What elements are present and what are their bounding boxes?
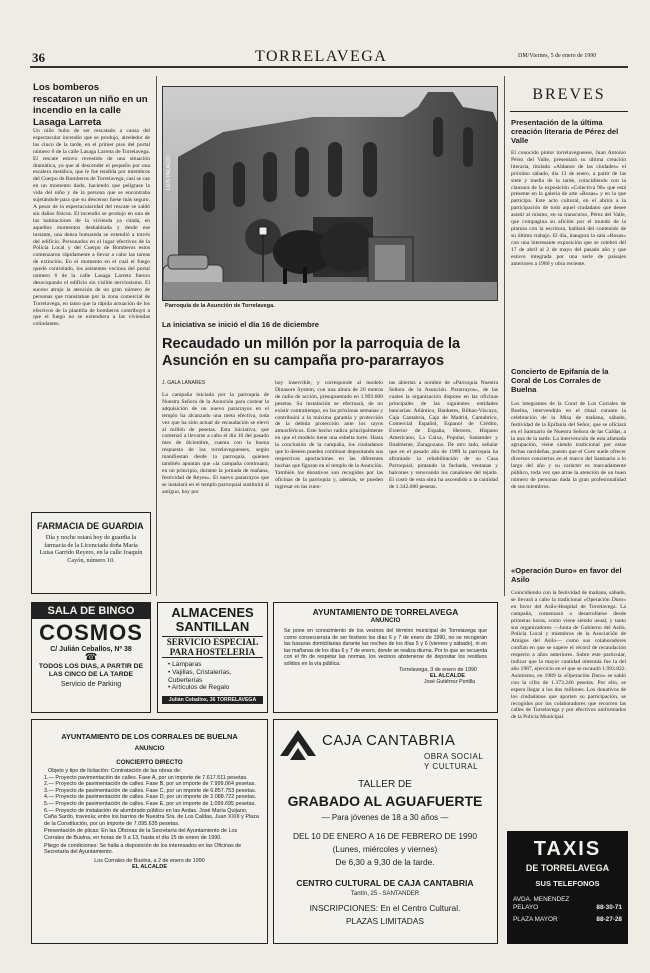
ayto-buelna-title: AYUNTAMIENTO DE LOS CORRALES DE BUELNA [61,732,238,741]
almacenes-for: PARA HOSTELERIA [162,647,263,658]
caja-sub-2: Y CULTURAL [424,762,479,771]
ayto-buelna-presentacion: Presentación de plicas: En las Oficinas de la Secretaría del Ayuntamiento de Los Corrales de Buelna, en horas de 9 a 13, hasta el día 15 de enero de 1990. [44,828,238,841]
taxis-row [508,888,627,912]
bingo-hours: TODOS LOS DIAS, A PARTIR DE LAS CINCO DE LA TARDE [38,663,144,678]
date-line: DM/Viernes, 5 de enero de 1990 [518,53,597,59]
almacenes-address: Julián Ceballos, 36 TORRELAVEGA [162,696,263,704]
bingo-parking: Servicio de Parking [60,681,122,689]
taxis-phone: 88-30-71 [596,903,622,911]
caja-cantabria-ad [273,719,498,944]
almacenes-ad [157,602,268,713]
taxis-ad [507,831,628,944]
article-byline: J. GALA LANARES [162,380,206,386]
bomberos-body: Un niño hubo de ser rescatado a causa del espectacular incendio que se produjo, alrededor de las cinco de la tarde, en el primer piso del portal número 6 de la calle Lasaga Larreta de Torrelavega. El rescate estuvo revestido de una situación dramática, ya que al descender el pequeño por una escalera metálica, que le fue tendida por miembros del Cuerpo de Bomberos de Torrelavega, casi se cae en un momento dado, haciendo que peligrase la vida del niño y de la persona que se encontraba sujetándole para que su descenso fuese más seguro. A pesar de la espectacularidad del rescate se saldó sin daños físicos. El incendio se produjo en una de las habitaciones de la vivienda ya citada, en aquellos momentos deshabitada y desde ese instante, una densa humareda se extendió a través del edificio. Personados en el lugar efectivos de la Policía Local y del Cuerpo de Bomberos estos comenzaron rápidamente a llevar a cabo las tareas de extinción. En el momento en el cual el fuego quedó controlado, los asistentes vecinos del portal número 6 de la calle Lasaga Larreta fueron desocupando el edificio sin visible nerviosismo. El suceso atrajo la atención de un gran número de personas que transitaban por la zona comercial de Torrelavega, en tanto que la rápida actuación de los efectivos de la plantilla de bomberos contribuyó a que el fuego no se extendiera a las viviendas colindantes. [33,128,150,328]
ayuntamiento-torrelavega-ad [273,602,498,713]
almacenes-item-label: Artículos de Regalo [171,684,230,692]
ayto-torrelavega-title: AYUNTAMIENTO DE TORRELAVEGA [312,607,459,617]
bingo-ad [31,602,151,713]
ayto-torrelavega-signer: EL ALCALDE [429,673,465,679]
ayto-buelna-pliego: Pliego de condiciones: Se halla a disposición de los interesados en las Oficinas de Secretaría del Ayuntamiento. [44,842,242,856]
taxis-phone: 88-27-28 [596,915,622,923]
caja-brand: CAJA CANTABRIA [322,732,456,749]
caja-direccion: Tantín, 25 - SANTANDER [350,891,420,897]
almacenes-item: • Artículos de Regalo [168,684,230,692]
caja-sub-1: OBRA SOCIAL [424,752,484,761]
caja-horas: De 6,30 a 9,30 de la tarde. [335,857,435,867]
caja-taller: TALLER DE [358,779,412,790]
church-photo [162,86,498,301]
taxis-phones-label: SUS TELEFONOS [535,879,600,888]
caja-fechas: DEL 10 DE ENERO A 16 DE FEBRERO DE 1990 [292,831,477,841]
article-kicker: La iniciativa se inició el día 16 de diciembre [162,320,320,329]
ayuntamiento-buelna-ad [31,719,268,944]
ayto-torrelavega-name: José Gutiérrez Portilla [423,679,475,685]
ayto-buelna-signer: EL ALCALDE [131,863,168,870]
taxis-city: DE TORRELAVEGA [525,863,610,873]
ayto-torrelavega-body: Se pone en conocimiento de los vecinos del término municipal de Torrelavega que como consecuencia de ser festivos los días 6 y 7 de enero de 1990, no se recogerán las basuras domiciliarias durante las noches de los días 5 y 6 (viernes y sábado), ni en las mañanas de los días 6 y 7 de enero, donde se realiza diurna. Por lo que se recuerda con el fin de respetar las normas, los vecinos abstenerse de depositar los residuos sólidos en la vía pública. [284,628,487,667]
photo-caption: Parroquia de la Asunción de Torrelavega. [165,303,275,309]
ayto-buelna-item: 5.— Proyecto de pavimentación de calles. Fase E, por un importe de 1.099.695 pesetas. [44,800,256,807]
bingo-name: COSMOS [39,620,143,645]
bingo-address: C/ Julián Ceballos, Nº 38 [50,646,132,653]
ayto-torrelavega-subtitle: ANUNCIO [370,617,401,624]
taxis-title: TAXIS [533,838,602,860]
almacenes-item-label: Vajillas, Cristalerías, Cuberterías [168,668,232,684]
ayto-buelna-item: 6.— Proyecto de instalación de alumbrado público en las Avdas. José María Quijano, Caña Sardo, travesía; entre los barrios de Nuestra Sra. de Los Caldas, Juan XXIII y Plaza de la Constitución, por un importe de 7.095.635 pesetas. [44,807,259,827]
ayto-torrelavega-date: Torrelavega, 3 de enero de 1990 [399,667,477,673]
bingo-title: SALA DE BINGO [32,603,150,619]
almacenes-name-2: SANTILLAN [175,619,250,634]
ayto-buelna-objeto: Objeto y tipo de licitación: Contratación de las obras de: [48,768,182,774]
ayto-buelna-subtitle: ANUNCIO [134,745,165,752]
farmacia-box [31,512,151,594]
ayto-buelna-item: 4.— Proyecto de pavimentación de calles. Fase D, por un importe de 2.088.722 pesetas. [44,794,257,801]
ayto-buelna-item: 1.— Proyecto pavimentación de calles. Fase A, por un importe de 7.617.511 pesetas. [44,774,248,781]
caja-dias: (Lunes, miércoles y viernes) [332,844,438,854]
farmacia-title: FARMACIA DE GUARDIA [37,521,144,531]
caja-inscripciones: INSCRIPCIONES: En el Centro Cultural. [309,903,461,913]
breves-title: BREVES [532,86,606,103]
almacenes-items [158,661,267,692]
article-col-3: tas abiertas a nombre de «Parroquia Nuestra Señora de la Asunción. Pararrayos», de las cuales la organización dispone en las oficinas principales de las siguientes entidades bancarias: Atlántico, Banketes, Bilbao-Vizcaya, Caja Cantabria, Caja de Madrid, Cantabrico, Comercial Español, Espanol de Crédito, Exterior de España, Herrero, Hispano Americano, La Caixa, Popular, Santander y finalmente, Zaragozano. De otro lado, señalar que en el pasado año de 1989 la parroquia ha afrontado la rehabilitación de su Casa Parroquial, pintando la fachada, ventanas y balcones y renovando los canalones del tejado. El costo de esta obra ha ascendido a la cantidad de 1.342.000 pesetas. [389,380,498,490]
section-title: TORRELAVEGA [255,48,388,65]
caja-para: — Para jóvenes de 18 a 30 años — [321,813,449,822]
almacenes-service: SERVICIO ESPECIAL [162,636,263,647]
almacenes-item: • Vajillas, Cristalerías, Cuberterías [168,668,232,684]
caja-cantabria-logo-icon [278,726,318,764]
breves-item1-title: Presentación de la última creación literaria de Pérez del Valle [511,118,619,146]
ayto-buelna-item: 3.— Proyecto de pavimentación de calles. Fase C, por un importe de 6.857.753 pesetas. [44,787,257,794]
breves-item2-body: Los integrantes de la Coral de Los Corrales de Buelna, intervendrán en el ritual curante la celebración de la Misa de mañana, sábado, festividad de la Epifanía del Señor, que se oficiará en el Santuario de Nuestra Señora de las Caldas, a la una de la tarde. La intervención de esta afamada agrupación, viene siendo tradicional por estas fechas navideñas, puesto que el Coro suele ofrecer diversos conciertos en el marco del Santuario a lo largo del año y su carácter es marcadamente público, toda vez que atrae la atención de un buen número de personas dada la gran profesionalidad de sus miembros. [511,401,626,490]
breves-item2-title: Concierto de Epifanía de la Coral de Los Corrales de Buelna [511,367,609,395]
phone-icon: ☎ [84,652,98,663]
taxis-place: PLAZA MAYOR [513,915,558,923]
ayto-buelna-items [32,775,267,828]
article-headline: Recaudado un millón por la parroquia de la Asunción en su campaña pro-pararrayos [162,336,461,369]
breves-header [510,86,628,112]
almacenes-item-label: Lámparas [172,661,202,668]
taxis-row [508,912,627,923]
article-col-2: hoy inservible, y corresponde al modelo Dinasore System, con una altura de 20 metros de radio de acción, presupuestado en 1.993.600 pesetas. Su instalación se efectuará, de no existir contratiempo, en las próximas semanas y contribuirá a la máxima garantía y protección de la debida protección ante los rayos atmosféricos. Este hecho radica principalmente en que el modelo tiene una esbelta torre. Hasta la conclusión de la campaña, los ciudadanos que lo deseen pueden continuar depositando sus respectivas aportaciones en las diferentes huchas que figuran en el templo de la Asunción. También los donativos son recogidos por las oficinas de la parroquia y, además, se pueden ingresar en las cuen- [275,380,383,490]
page-number: 36 [32,50,45,65]
ayto-buelna-date: Los Corrales de Buelna, a 2 de enero de 1990 [94,857,205,864]
taxis-place: AVDA. MENENDEZ PELAYO [513,896,570,911]
breves-item3-title: «Operación Duro» en favor del Asilo [511,566,622,585]
breves-item3-body: Coincidiendo con la festividad de mañana, sábado, se llevará a cabo la tradicional «Operación Duro» en favor del Asilo-Hospital de Torrelavega. La campaña, comenzará a desarrollarse desde primeras horas, como viene siendo usual, y tanto sus organizadores —Junta de Gobierno del Asilo, Policía Local y miembros de la Asociación de Amigos del Asilo— como sus colaboradores confían en que se supere el récord de recaudación respecto a años anteriores. Sobre este particular, indicar que la mayor cantidad obtenida fue la del año 1987, ejercicio en el que se recaudó 1.993.822. Asimismo, en 1989 la «Operación Duro» se saldó con la cifra de 1.373.246 pesetas. Por ello, se espera llegar a los dos millones. Los donativos de los ciudadanos que aporten su participación, se recogidos por los colaboradores que recorren las calles de Torrelavega y por efectivos uniformados de la Policía Municipal. [511,590,626,721]
caja-plazas: PLAZAS LIMITADAS [345,916,425,926]
farmacia-body: Día y noche estará hoy de guardia la farmacia de la Licenciada doña María Luisa Garrido Reyero, en la calle Joaquín Cayón, número 10. [39,534,143,564]
caja-grabado: GRABADO AL AGUAFUERTE [287,793,483,809]
ayto-buelna-concurso: CONCIERTO DIRECTO [116,759,183,766]
almacenes-name-1: ALMACENES [171,605,254,620]
almacenes-item: • Lámparas [168,661,202,668]
ayto-buelna-item: 2.— Proyecto de pavimentación de calles. Fase B, por un importe de 7.999.064 pesetas. [44,781,256,788]
bomberos-headline: Los bomberos rescataron un niño en un incendio en la calle Lasaga Larreta [33,82,148,128]
article-col-1: La campaña iniciada por la parroquia de Nuestra Señora de la Asunción para costear la adquisición de un nuevo pararrayos en el templo ha alcanzado una meta efectiva, toda vez que ha sido actual de recaudación se elevó al millón de pesetas. Esta iniciativa, que comenzó a llevarse a cabo el día 16 del pasado mes de diciembre, cuenta con la buena respuesta de los torrelaveguenses, según manifiestan desde la parroquia, quienes también apuntan que «la campaña continuará, en un principio, durante la jornada de mañana, festividad de Reyes». El nuevo pararrayos que se instalará en el templo parroquial sustituirá al antiguo, hoy por [162,392,269,495]
caja-centro: CENTRO CULTURAL DE CAJA CANTABRIA [296,878,474,888]
photo-credit: LUIS PALACIO [166,156,172,190]
breves-item1-body: El conocido pintor torrelaveguense, Juan Antonio Pérez del Valle, presentará su última creación literaria, titulada «Aldanos de las ciudades» el próximo sábado, día 13 de enero, a partir de las siete y media de la tarde, coincidiendo con la clausura de la exposición «Colectiva 90» que está presente en la galería de arte «Rosas» y en la que participa. Este acto cultural, en el abrirá a la participación de todo aquel ciudadano que desee asistir al mismo, en su transcurso, Pérez del Valle, que compagina su afición por el mundo de la pintura con la escritura, hablará del contenido de su último trabajo. El día, inaugura la sala «Rosas» con una interesante exposición que se celebró del 17 de abril al 2 de mayo del pasado año y que estuvo integrada por una serie de paisajes anteriores a 1980 y obra reciente. [511,150,626,267]
